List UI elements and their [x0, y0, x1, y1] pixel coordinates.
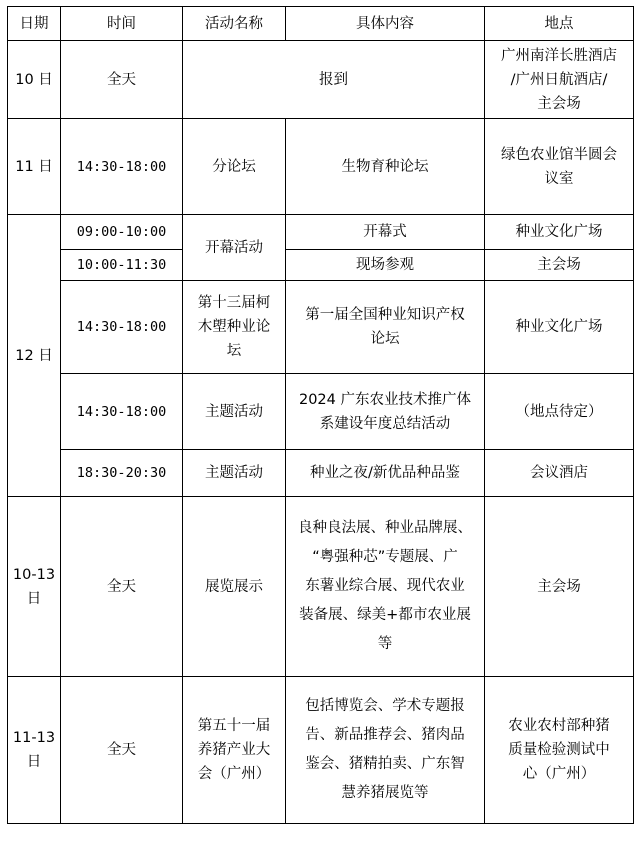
time-cell: 14:30-18:00 — [61, 119, 183, 215]
schedule-table — [7, 6, 634, 824]
time-cell: 全天 — [61, 41, 183, 119]
activity-cell: 开幕活动 — [183, 215, 286, 281]
header-place: 地点 — [485, 7, 634, 41]
date-cell: 10-13 日 — [8, 497, 61, 677]
content-cell: 报到 — [183, 41, 485, 119]
content-cell: 种业之夜/新优品种品鉴 — [286, 450, 485, 497]
header-row — [8, 7, 634, 41]
activity-cell: 展览展示 — [183, 497, 286, 677]
content-cell: 2024 广东农业技术推广体 系建设年度总结活动 — [286, 374, 485, 450]
table-row — [8, 450, 634, 497]
place-cell: 农业农村部种猪 质量检验测试中 心（广州） — [485, 677, 634, 824]
table-row — [8, 215, 634, 250]
content-cell: 生物育种论坛 — [286, 119, 485, 215]
header-activity: 活动名称 — [183, 7, 286, 41]
header-content: 具体内容 — [286, 7, 485, 41]
table-row — [8, 119, 634, 215]
time-cell: 18:30-20:30 — [61, 450, 183, 497]
date-cell: 11 日 — [8, 119, 61, 215]
content-cell: 良种良法展、种业品牌展、 “粤强种芯”专题展、广 东薯业综合展、现代农业 装备展、绿美+都市农业展 等 — [286, 497, 485, 677]
place-cell: 种业文化广场 — [485, 281, 634, 374]
table-row — [8, 374, 634, 450]
table-row — [8, 677, 634, 824]
table-row — [8, 250, 634, 281]
place-cell: 种业文化广场 — [485, 215, 634, 250]
content-cell: 包括博览会、学术专题报 告、新品推荐会、猪肉品 鉴会、猪精拍卖、广东智 慧养猪展览等 — [286, 677, 485, 824]
table-row — [8, 281, 634, 374]
place-cell: 广州南洋长胜酒店 /广州日航酒店/ 主会场 — [485, 41, 634, 119]
time-cell: 14:30-18:00 — [61, 281, 183, 374]
place-cell: 会议酒店 — [485, 450, 634, 497]
date-cell: 12 日 — [8, 215, 61, 497]
content-cell: 现场参观 — [286, 250, 485, 281]
date-cell: 11-13 日 — [8, 677, 61, 824]
content-cell: 第一届全国种业知识产权 论坛 — [286, 281, 485, 374]
table-row — [8, 497, 634, 677]
date-cell: 10 日 — [8, 41, 61, 119]
header-date: 日期 — [8, 7, 61, 41]
time-cell: 09:00-10:00 — [61, 215, 183, 250]
content-cell: 开幕式 — [286, 215, 485, 250]
table-row — [8, 41, 634, 119]
activity-cell: 主题活动 — [183, 450, 286, 497]
place-cell: （地点待定） — [485, 374, 634, 450]
time-cell: 10:00-11:30 — [61, 250, 183, 281]
activity-cell: 第五十一届 养猪产业大 会（广州） — [183, 677, 286, 824]
activity-cell: 主题活动 — [183, 374, 286, 450]
place-cell: 主会场 — [485, 497, 634, 677]
time-cell: 全天 — [61, 677, 183, 824]
place-cell: 绿色农业馆半圆会 议室 — [485, 119, 634, 215]
activity-cell: 分论坛 — [183, 119, 286, 215]
place-cell: 主会场 — [485, 250, 634, 281]
activity-cell: 第十三届柯 木塱种业论 坛 — [183, 281, 286, 374]
time-cell: 全天 — [61, 497, 183, 677]
header-time: 时间 — [61, 7, 183, 41]
time-cell: 14:30-18:00 — [61, 374, 183, 450]
